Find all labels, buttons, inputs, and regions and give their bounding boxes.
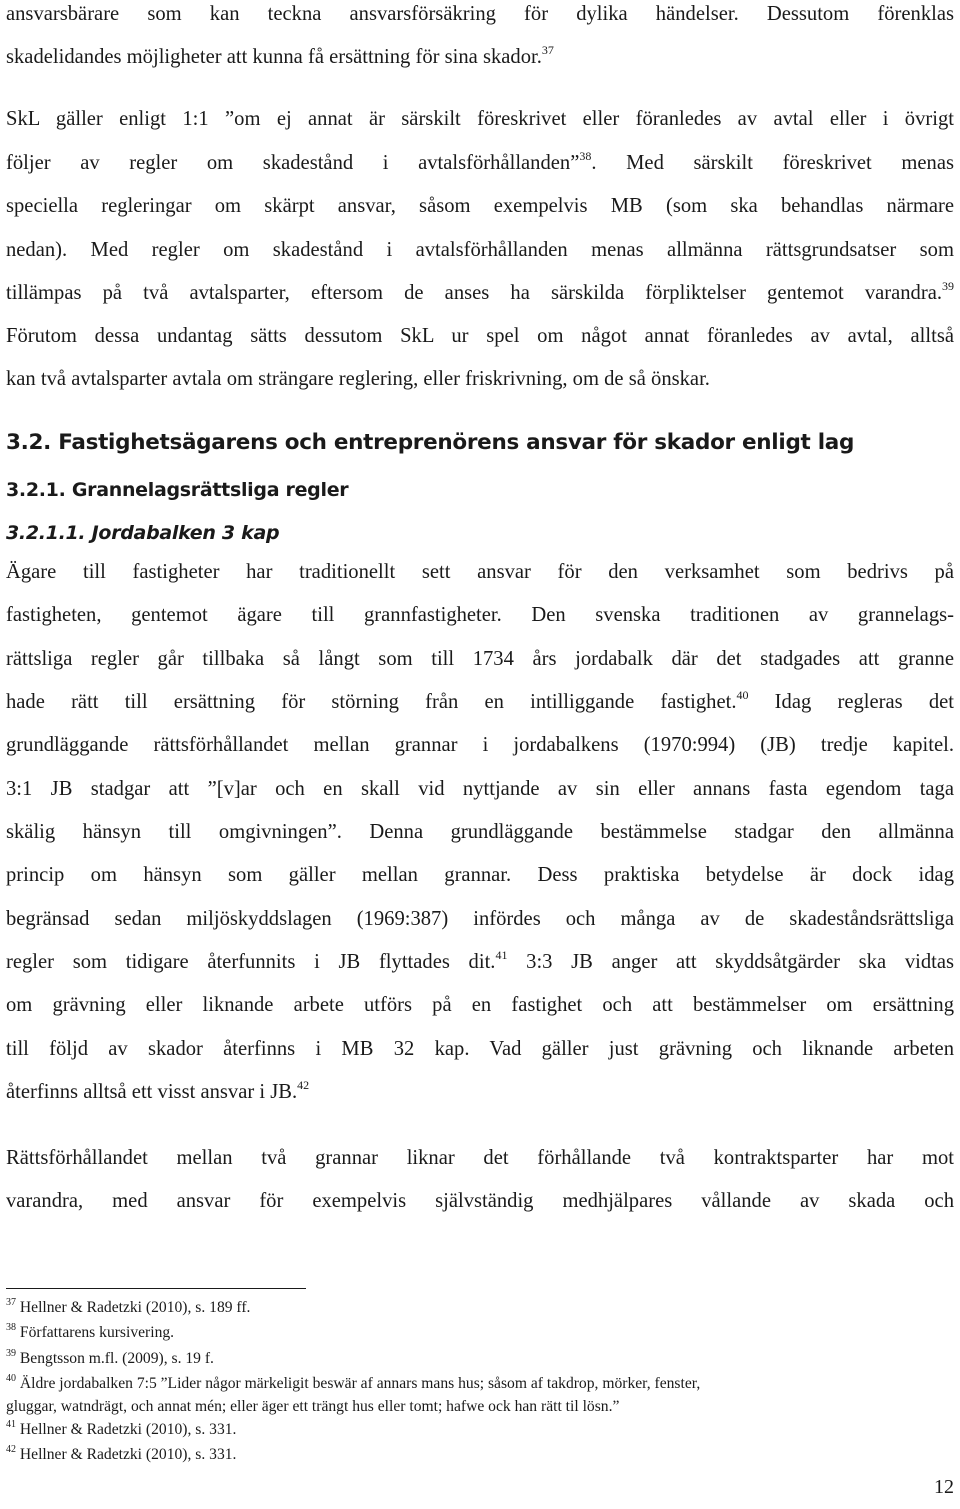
footnote: $^{37}$ Hellner & Radetzki (2010), s. 189 ff. (6, 1298, 251, 1316)
footnote: $^{38}$ Författarens kursivering. (6, 1323, 175, 1341)
body-line: till följd av skador återfinns i MB 32 kap. Vad gäller just grävning och liknande arbeten (6, 1038, 954, 1060)
body-line: grundläggande rättsförhållandet mellan grannar i jordabalkens (1970:994) (JB) tredje kapitel. (6, 734, 954, 756)
footnote: $^{42}$ Hellner & Radetzki (2010), s. 331. (6, 1445, 237, 1463)
body-line: nedan). Med regler om skadestånd i avtalsförhållanden menas allmänna rättsgrundsatser som (6, 239, 954, 261)
body-line: tillämpas på två avtalsparter, eftersom de anses ha särskilda förpliktelser gentemot varandra.$^{39}$ (6, 280, 954, 304)
footnote-ref[interactable]: 38 (579, 150, 592, 163)
subsubsection-heading: 3.2.1.1. Jordabalken 3 kap (6, 522, 280, 544)
body-line: om grävning eller liknande arbete utförs på en fastighet och att bestämmelser om ersättning (6, 994, 954, 1016)
footnote: $^{41}$ Hellner & Radetzki (2010), s. 331. (6, 1420, 237, 1438)
subsection-heading: 3.2.1. Grannelagsrättsliga regler (6, 479, 349, 501)
body-line: skadelidandes möjligheter att kunna få ersättning för sina skador.$^{37}$ (6, 44, 554, 68)
body-line: varandra, med ansvar för exempelvis självständig medhjälpares vållande av skada och (6, 1190, 954, 1212)
body-line: hade rätt till ersättning för störning från en intilliggande fastighet.$^{40}$ Idag regleras det (6, 689, 954, 713)
body-line: Förutom dessa undantag sätts dessutom SkL ur spel om något annat föranledes av avtal, alltså (6, 325, 954, 347)
body-line: återfinns alltså ett visst ansvar i JB.$^{42}$ (6, 1079, 310, 1103)
footnote-ref[interactable]: 41 (495, 949, 508, 962)
body-line: följer av regler om skadestånd i avtalsförhållanden”$^{38}$. Med särskilt föreskrivet menas (6, 150, 954, 174)
body-line: Ägare till fastigheter har traditionellt sett ansvar för den verksamhet som bedrivs på (6, 561, 954, 583)
body-line: 3:1 JB stadgar att ”[v]ar och en skall vid nyttjande av sin eller annans fasta egendom taga (6, 778, 954, 800)
body-line: kan två avtalsparter avtala om strängare reglering, eller friskrivning, om de så önskar. (6, 368, 710, 390)
body-line: begränsad sedan miljöskyddslagen (1969:387) infördes och många av de skadeståndsrättsliga (6, 908, 954, 930)
body-line: speciella regleringar om skärpt ansvar, såsom exempelvis MB (som ska behandlas närmare (6, 195, 954, 217)
footnote-continuation: gluggar, watndrägt, och annat mén; eller äger ett trängt hus eller tomt; hafwe ock han rätt til lösn.” (6, 1398, 620, 1415)
footnote: $^{40}$ Äldre jordabalken 7:5 ”Lider någor märkeligit beswär af annars mans hus; såsom af takdrop, mörker, fenster, (6, 1374, 701, 1392)
body-line: Rättsförhållandet mellan två grannar liknar det förhållande två kontraktsparter har mot (6, 1147, 954, 1169)
body-line: princip om hänsyn som gäller mellan grannar. Dess praktiska betydelse är dock idag (6, 864, 954, 886)
footnote-separator (6, 1288, 306, 1289)
section-heading: 3.2. Fastighetsägarens och entreprenörens ansvar för skador enligt lag (6, 430, 855, 455)
footnote-ref[interactable]: 42 (297, 1079, 310, 1092)
body-line: rättsliga regler går tillbaka så långt som till 1734 års jordabalk där det stadgades att granne (6, 648, 954, 670)
body-line: regler som tidigare återfunnits i JB flyttades dit.$^{41}$ 3:3 JB anger att skyddsåtgärder ska vidtas (6, 949, 954, 973)
footnote: $^{39}$ Bengtsson m.fl. (2009), s. 19 f. (6, 1349, 214, 1367)
footnote-ref[interactable]: 39 (942, 280, 954, 293)
body-line: SkL gäller enligt 1:1 ”om ej annat är särskilt föreskrivet eller föranledes av avtal eller i övrigt (6, 108, 954, 130)
body-line: skälig hänsyn till omgivningen”. Denna grundläggande bestämmelse stadgar den allmänna (6, 821, 954, 843)
footnote-ref[interactable]: 40 (736, 689, 749, 702)
body-line: ansvarsbärare som kan teckna ansvarsförsäkring för dylika händelser. Dessutom förenklas (6, 3, 954, 25)
page-number: 12 (934, 1476, 954, 1498)
body-line: fastigheten, gentemot ägare till grannfastigheter. Den svenska traditionen av grannelags- (6, 604, 954, 626)
footnote-ref[interactable]: 37 (541, 44, 554, 57)
